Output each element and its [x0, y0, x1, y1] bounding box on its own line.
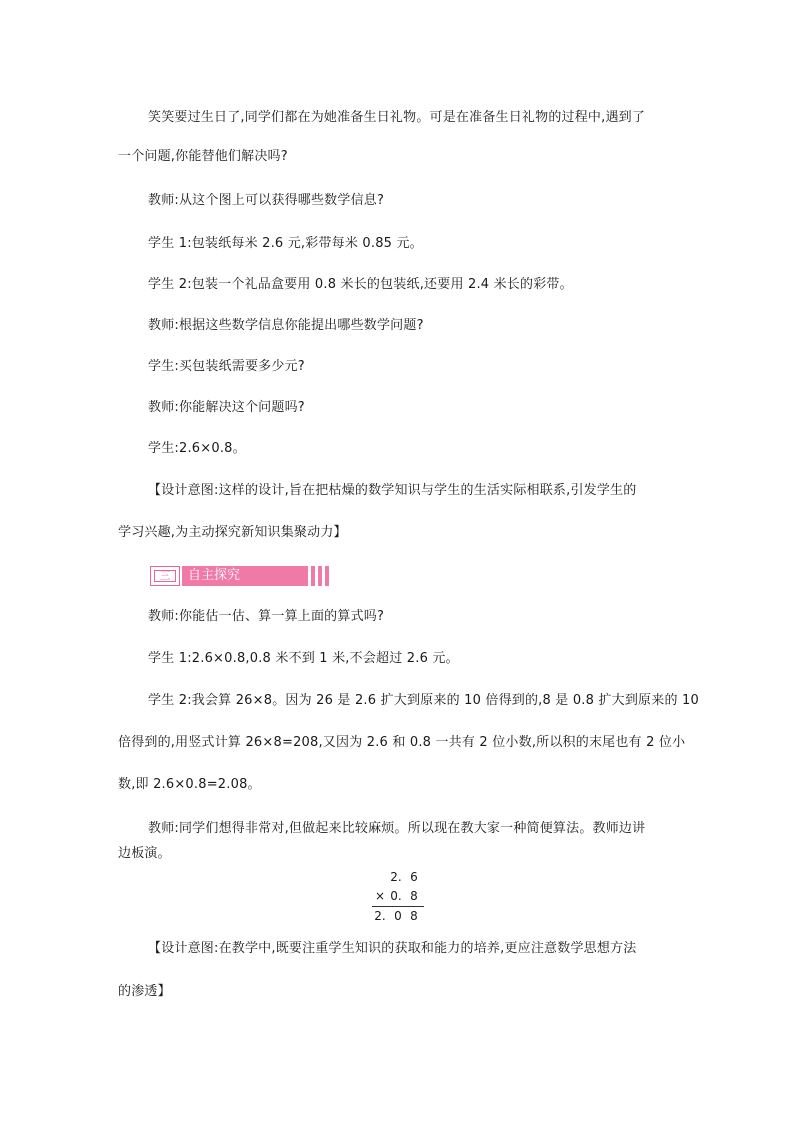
paragraph-student-question: 学生:买包装纸需要多少元? — [148, 359, 305, 374]
paragraph-teacher-question-3: 教师:你能解决这个问题吗? — [148, 400, 305, 415]
vertical-multiplication — [368, 868, 424, 926]
section-number: 三 — [154, 570, 176, 582]
paragraph-teacher-question-1: 教师:从这个图上可以获得哪些数学信息? — [148, 193, 385, 208]
paragraph-teacher-explain-line1: 教师:同学们想得非常对,但做起来比较麻烦。所以现在教大家一种简便算法。教师边讲 — [148, 821, 646, 836]
vertical-cell: 6 — [410, 870, 418, 884]
paragraph-teacher-question-4: 教师:你能估一估、算一算上面的算式吗? — [148, 609, 385, 624]
vertical-cell: 2. — [374, 909, 386, 923]
paragraph-student2-answer: 学生 2:包装一个礼品盒要用 0.8 米长的包装纸,还要用 2.4 米长的彩带。 — [148, 277, 573, 292]
vertical-cell: 0 — [394, 909, 402, 923]
paragraph-student1-answer: 学生 1:包装纸每米 2.6 元,彩带每米 0.85 元。 — [148, 236, 423, 251]
section-header-self-exploration — [150, 566, 333, 586]
vertical-cell: × — [374, 889, 386, 903]
section-stripe — [318, 566, 322, 586]
paragraph-student2-method-line1: 学生 2:我会算 26×8。因为 26 是 2.6 扩大到原来的 10 倍得到的,8 是 0.8 扩大到原来的 10 — [148, 693, 699, 708]
vertical-row-product — [368, 907, 424, 926]
paragraph-intro-line2: 一个问题,你能替他们解决吗? — [118, 149, 288, 164]
paragraph-student-expression: 学生:2.6×0.8。 — [148, 441, 246, 456]
paragraph-teacher-explain-line2: 边板演。 — [118, 846, 171, 861]
section-stripe — [325, 566, 329, 586]
section-number-box — [150, 566, 180, 586]
paragraph-student1-estimate: 学生 1:2.6×0.8,0.8 米不到 1 米,不会超过 2.6 元。 — [148, 651, 459, 666]
section-title: 自主探究 — [182, 566, 308, 586]
vertical-cell: 8 — [410, 909, 418, 923]
vertical-cell: 0. — [390, 889, 402, 903]
paragraph-teacher-question-2: 教师:根据这些数学信息你能提出哪些数学问题? — [148, 318, 424, 333]
design-intent-1-line2: 学习兴趣,为主动探究新知识集聚动力】 — [118, 525, 347, 540]
paragraph-intro-line1: 笑笑要过生日了,同学们都在为她准备生日礼物。可是在准备生日礼物的过程中,遇到了 — [148, 110, 646, 125]
design-intent-2-line1: 【设计意图:在教学中,既要注重学生知识的获取和能力的培养,更应注意数学思想方法 — [148, 941, 637, 956]
vertical-cell: 8 — [410, 889, 418, 903]
design-intent-1-line1: 【设计意图:这样的设计,旨在把枯燥的数学知识与学生的生活实际相联系,引发学生的 — [148, 483, 637, 498]
vertical-cell: 2. — [390, 870, 402, 884]
vertical-row-multiplier — [368, 887, 424, 906]
design-intent-2-line2: 的渗透】 — [118, 984, 171, 999]
paragraph-student2-method-line2: 倍得到的,用竖式计算 26×8=208,又因为 2.6 和 0.8 一共有 2 位小数,所以积的末尾也有 2 位小 — [118, 735, 686, 750]
vertical-row-multiplicand — [368, 868, 424, 887]
section-stripe — [311, 566, 315, 586]
paragraph-student2-method-line3: 数,即 2.6×0.8=2.08。 — [118, 777, 261, 792]
